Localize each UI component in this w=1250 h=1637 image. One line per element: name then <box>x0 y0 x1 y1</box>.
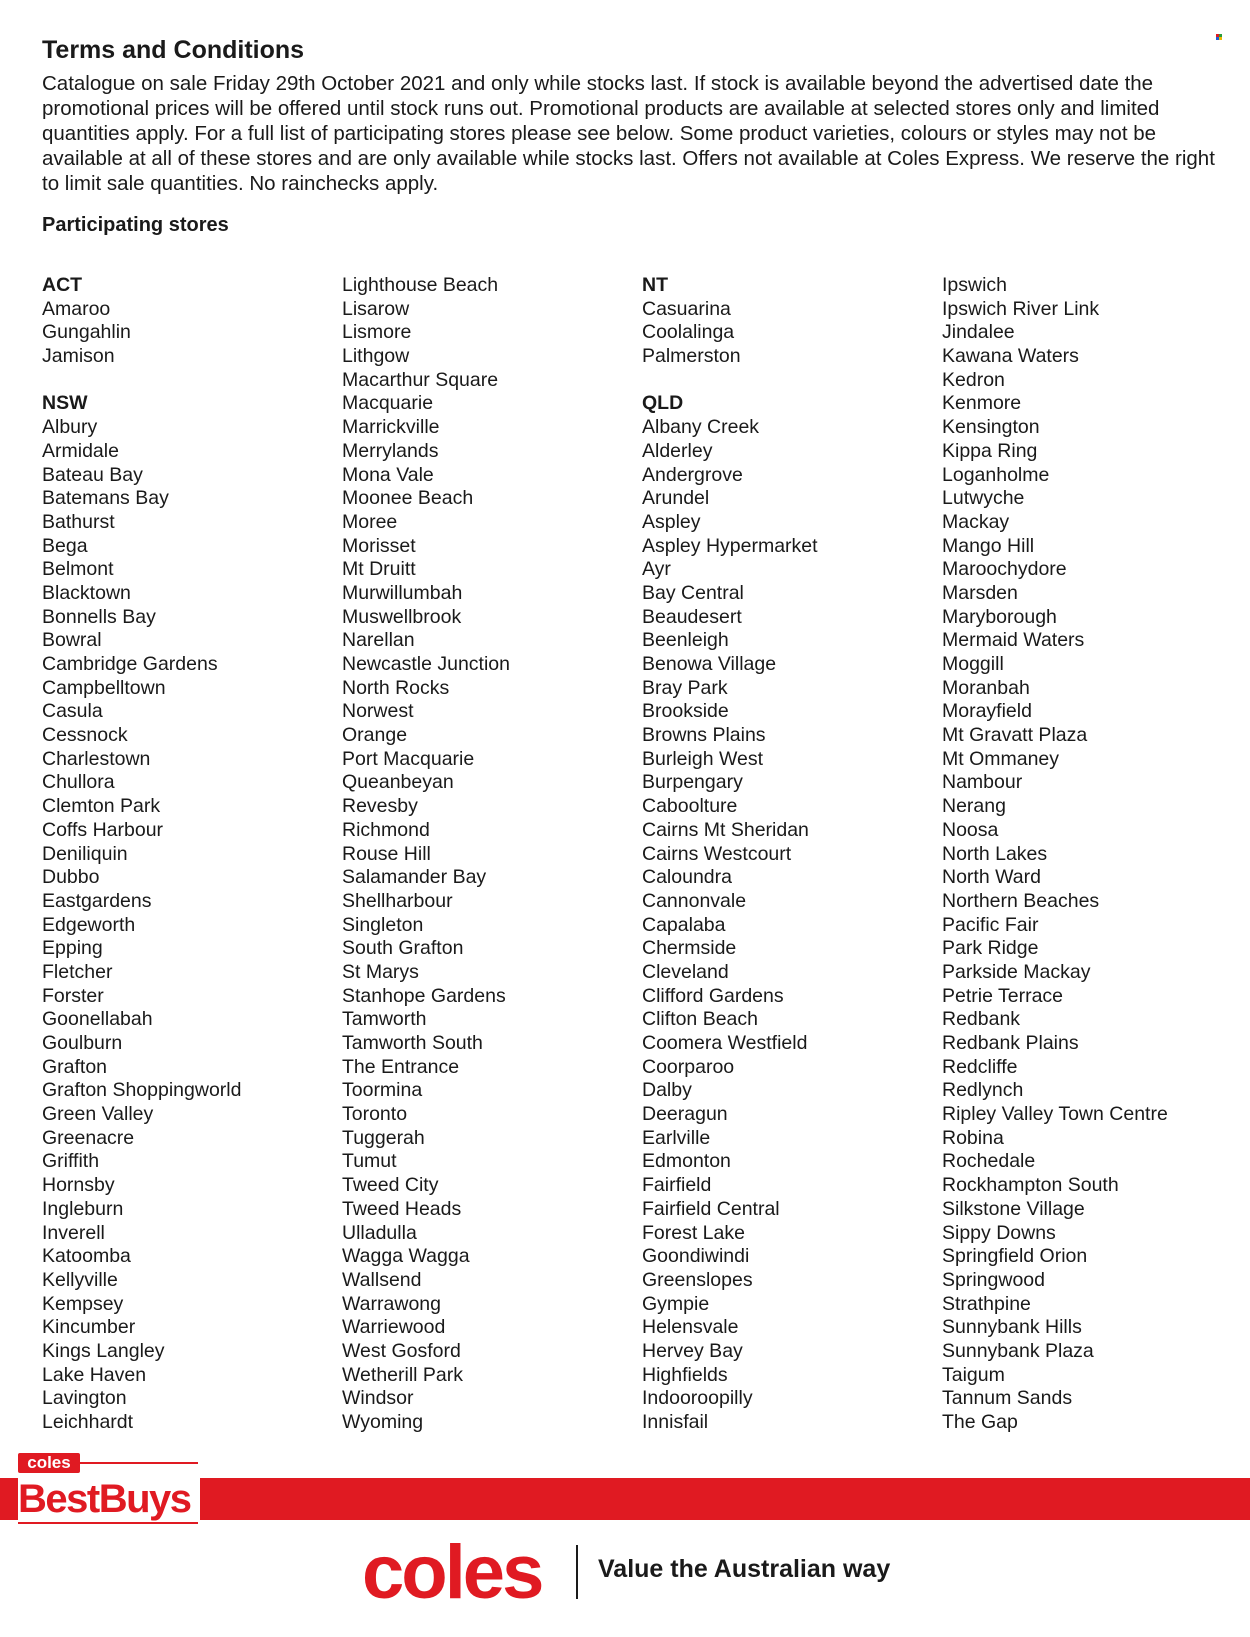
store-name: Kedron <box>942 368 1005 391</box>
state-group <box>642 392 942 1434</box>
state-label: NSW <box>42 392 88 415</box>
store-name: Toronto <box>342 1103 408 1126</box>
store-name: Indooroopilly <box>642 1387 753 1410</box>
store-name: Cleveland <box>642 960 729 983</box>
store-name: Springfield Orion <box>942 1245 1088 1268</box>
store-name: Kings Langley <box>42 1339 165 1362</box>
store-name: Moree <box>342 510 398 533</box>
bestbuys-underline <box>18 1522 198 1524</box>
store-name: Earlville <box>642 1126 711 1149</box>
store-name: Tannum Sands <box>942 1387 1073 1410</box>
store-name: Wetherill Park <box>342 1363 464 1386</box>
store-name: Edgeworth <box>42 913 136 936</box>
store-name: Mt Ommaney <box>942 747 1060 770</box>
store-name: Ingleburn <box>42 1197 124 1220</box>
store-name: Brookside <box>642 700 729 723</box>
store-name: Dalby <box>642 1079 692 1102</box>
store-name: Murwillumbah <box>342 581 463 604</box>
store-name: Burpengary <box>642 771 743 794</box>
store-name: Tweed City <box>342 1174 439 1197</box>
store-name: Silkstone Village <box>942 1197 1085 1220</box>
store-name: Jindalee <box>942 321 1015 344</box>
store-name: Tamworth South <box>342 1032 483 1054</box>
store-name: Macarthur Square <box>342 368 499 391</box>
state-label: QLD <box>642 392 684 415</box>
store-name: West Gosford <box>342 1339 461 1362</box>
store-name: Coffs Harbour <box>42 818 164 841</box>
store-name: Inverell <box>42 1221 105 1244</box>
store-columns <box>42 274 1242 1434</box>
store-name: Marsden <box>942 581 1018 604</box>
store-name: Lithgow <box>342 345 410 368</box>
colour-dots-icon <box>1216 34 1224 40</box>
store-name: Strathpine <box>942 1292 1031 1315</box>
store-name: Coolalinga <box>642 321 735 344</box>
store-name: Northern Beaches <box>942 889 1100 912</box>
store-name: Clifton Beach <box>642 1008 758 1031</box>
store-name: Clifford Gardens <box>642 984 784 1007</box>
store-name: Petrie Terrace <box>942 984 1064 1007</box>
store-name: Clemton Park <box>42 795 161 818</box>
store-name: Kincumber <box>42 1316 136 1339</box>
state-group <box>942 274 1242 1435</box>
store-name: Sunnybank Hills <box>942 1316 1082 1339</box>
store-name: Lutwyche <box>942 487 1025 510</box>
store-name: Belmont <box>42 558 114 581</box>
store-name: Tweed Heads <box>342 1197 462 1220</box>
store-name: Dubbo <box>42 866 100 889</box>
store-name: Salamander Bay <box>342 866 487 889</box>
store-name: Norwest <box>342 700 414 723</box>
store-name: Richmond <box>342 818 430 841</box>
store-name: Bray Park <box>642 676 728 699</box>
store-name: Eastgardens <box>42 889 152 912</box>
store-column-4 <box>942 274 1242 1435</box>
store-name: Fletcher <box>42 960 113 983</box>
store-name: Deeragun <box>642 1103 728 1126</box>
store-name: The Gap <box>942 1411 1018 1433</box>
store-name: St Marys <box>342 960 419 983</box>
store-name: Blacktown <box>42 581 131 604</box>
store-name: Cannonvale <box>642 889 747 912</box>
store-name: Albury <box>42 416 98 439</box>
store-name: Taigum <box>942 1363 1005 1386</box>
store-name: North Ward <box>942 866 1041 889</box>
store-name: Orange <box>342 724 408 747</box>
store-name: Chullora <box>42 771 115 794</box>
store-name: Gungahlin <box>42 321 131 344</box>
store-name: Maryborough <box>942 605 1057 628</box>
store-name: Wagga Wagga <box>342 1245 470 1268</box>
store-name: Narellan <box>342 629 415 652</box>
store-name: Andergrove <box>642 463 743 486</box>
store-name: Parkside Mackay <box>942 960 1091 983</box>
store-name: Morayfield <box>942 700 1032 723</box>
store-name: Helensvale <box>642 1316 739 1339</box>
bestbuys-wordmark: BestBuys <box>18 1477 191 1521</box>
store-name: Casuarina <box>642 297 731 320</box>
store-name: Maroochydore <box>942 558 1067 581</box>
store-name: Mona Vale <box>342 463 434 486</box>
store-name: Loganholme <box>942 463 1050 486</box>
store-name: Bega <box>42 534 88 557</box>
store-name: Tumut <box>342 1150 397 1173</box>
store-name: Muswellbrook <box>342 605 462 628</box>
participating-stores-heading: Participating stores <box>42 214 229 236</box>
store-name: Benowa Village <box>642 653 777 675</box>
state-group <box>42 392 342 1434</box>
store-name: Port Macquarie <box>342 747 475 770</box>
store-name: Grafton <box>42 1055 108 1078</box>
store-name: Cessnock <box>42 724 128 747</box>
store-name: Newcastle Junction <box>342 653 510 675</box>
store-name: Shellharbour <box>342 889 453 912</box>
bestbuys-logo <box>18 1453 200 1526</box>
store-name: Edmonton <box>642 1150 731 1173</box>
store-name: Lavington <box>42 1387 127 1410</box>
store-name: Merrylands <box>342 439 439 462</box>
store-name: Ayr <box>642 558 671 581</box>
store-name: Griffith <box>42 1150 100 1173</box>
store-name: Goondiwindi <box>642 1245 750 1268</box>
store-name: Ripley Valley Town Centre <box>942 1103 1168 1126</box>
store-name: Warrawong <box>342 1292 441 1315</box>
store-name: Burleigh West <box>642 747 764 770</box>
state-label: ACT <box>42 274 83 296</box>
store-name: Mt Druitt <box>342 558 416 581</box>
store-name: Moggill <box>942 653 1004 675</box>
store-name: Rockhampton South <box>942 1174 1119 1197</box>
store-name: Sippy Downs <box>942 1221 1056 1244</box>
store-name: Redbank Plains <box>942 1032 1079 1054</box>
store-name: Lighthouse Beach <box>342 274 499 296</box>
store-name: Aspley Hypermarket <box>642 534 818 557</box>
store-name: Coomera Westfield <box>642 1032 808 1054</box>
store-name: Kippa Ring <box>942 439 1038 462</box>
bestbuys-coles-tab: coles <box>18 1453 80 1473</box>
store-name: North Rocks <box>342 676 450 699</box>
store-name: Casula <box>42 700 103 723</box>
store-name: Bay Central <box>642 581 744 604</box>
store-name: Highfields <box>642 1363 728 1386</box>
store-name: Redlynch <box>942 1079 1024 1102</box>
state-group <box>642 274 942 369</box>
store-name: Rochedale <box>942 1150 1036 1173</box>
store-name: Jamison <box>42 345 115 368</box>
store-name: Goonellabah <box>42 1008 153 1031</box>
store-name: Sunnybank Plaza <box>942 1339 1094 1362</box>
store-name: Singleton <box>342 913 424 936</box>
page-title: Terms and Conditions <box>42 36 305 64</box>
store-name: The Entrance <box>342 1055 460 1078</box>
store-name: Wallsend <box>342 1268 422 1291</box>
store-name: Bateau Bay <box>42 463 143 486</box>
store-name: Windsor <box>342 1387 414 1410</box>
store-name: Deniliquin <box>42 842 128 865</box>
store-name: Cairns Westcourt <box>642 842 792 865</box>
store-name: Gympie <box>642 1292 710 1315</box>
state-group <box>42 274 342 369</box>
store-name: Aspley <box>642 510 701 533</box>
store-column-1 <box>42 274 342 1435</box>
store-name: Fairfield Central <box>642 1197 780 1220</box>
state-group <box>342 274 642 1435</box>
store-name: Lisarow <box>342 297 410 320</box>
state-label: NT <box>642 274 668 296</box>
store-name: Warriewood <box>342 1316 446 1339</box>
store-name: Amaroo <box>42 297 111 320</box>
store-name: Campbelltown <box>42 676 166 699</box>
store-name: Browns Plains <box>642 724 766 747</box>
store-name: Greenslopes <box>642 1268 753 1291</box>
store-name: Ipswich <box>942 274 1008 296</box>
store-name: Bathurst <box>42 510 115 533</box>
store-name: Springwood <box>942 1268 1045 1291</box>
store-name: Tuggerah <box>342 1126 425 1149</box>
store-name: Cairns Mt Sheridan <box>642 818 809 841</box>
store-name: Caloundra <box>642 866 732 889</box>
store-name: Ulladulla <box>342 1221 417 1244</box>
store-name: Marrickville <box>342 416 440 439</box>
store-name: Beaudesert <box>642 605 742 628</box>
store-name: Kawana Waters <box>942 345 1079 368</box>
store-name: Lake Haven <box>42 1363 147 1386</box>
store-name: North Lakes <box>942 842 1048 865</box>
store-name: Pacific Fair <box>942 913 1039 936</box>
store-name: Grafton Shoppingworld <box>42 1079 242 1102</box>
store-name: Redcliffe <box>942 1055 1018 1078</box>
store-name: Epping <box>42 937 103 960</box>
store-name: Queanbeyan <box>342 771 454 794</box>
store-name: Cambridge Gardens <box>42 653 218 675</box>
store-name: Wyoming <box>342 1411 424 1433</box>
store-name: Charlestown <box>42 747 151 770</box>
store-name: Hervey Bay <box>642 1339 743 1362</box>
store-name: Palmerston <box>642 345 741 368</box>
store-name: Moranbah <box>942 676 1030 699</box>
store-column-3 <box>642 274 942 1435</box>
store-name: Goulburn <box>42 1032 123 1054</box>
bestbuys-rule <box>80 1462 198 1464</box>
store-name: Alderley <box>642 439 713 462</box>
store-name: Macquarie <box>342 392 434 415</box>
store-name: Armidale <box>42 439 119 462</box>
store-name: Arundel <box>642 487 710 510</box>
store-name: Batemans Bay <box>42 487 169 510</box>
store-name: Park Ridge <box>942 937 1039 960</box>
store-name: Fairfield <box>642 1174 712 1197</box>
store-name: Nambour <box>942 771 1023 794</box>
store-name: Albany Creek <box>642 416 760 439</box>
store-name: Bonnells Bay <box>42 605 156 628</box>
store-name: Kellyville <box>42 1268 118 1291</box>
store-name: Tamworth <box>342 1008 427 1031</box>
logo-divider <box>576 1545 578 1599</box>
store-name: Mackay <box>942 510 1010 533</box>
store-name: Moonee Beach <box>342 487 474 510</box>
store-name: Kempsey <box>42 1292 124 1315</box>
store-name: Chermside <box>642 937 737 960</box>
store-name: Kensington <box>942 416 1040 439</box>
store-name: Mt Gravatt Plaza <box>942 724 1088 747</box>
store-name: Hornsby <box>42 1174 115 1197</box>
store-name: Mango Hill <box>942 534 1035 557</box>
store-name: Coorparoo <box>642 1055 735 1078</box>
coles-logo: coles <box>362 1530 542 1615</box>
store-column-2 <box>342 274 642 1435</box>
store-name: Morisset <box>342 534 416 557</box>
store-name: South Grafton <box>342 937 464 960</box>
store-name: Redbank <box>942 1008 1021 1031</box>
store-name: Rouse Hill <box>342 842 431 865</box>
tagline: Value the Australian way <box>598 1555 891 1583</box>
store-name: Robina <box>942 1126 1004 1149</box>
store-name: Lismore <box>342 321 412 344</box>
store-name: Green Valley <box>42 1103 154 1126</box>
terms-paragraph: Catalogue on sale Friday 29th October 2021 and only while stocks last. If stock is available beyond the advertised date the promotional prices will be offered until stock runs out. Promotional products are available at selected stores only and limited quantities apply. For a full list of participating stores please see below. Some product varieties, colours or styles may not be available at all of these stores and are only available while stocks last. Offers not available at Coles Express. We reserve the right to limit sale quantities. No rainchecks apply. <box>42 72 1215 195</box>
store-name: Stanhope Gardens <box>342 984 506 1007</box>
store-name: Nerang <box>942 795 1006 818</box>
store-name: Caboolture <box>642 795 738 818</box>
store-name: Beenleigh <box>642 629 729 652</box>
store-name: Toormina <box>342 1079 423 1102</box>
store-name: Innisfail <box>642 1411 709 1433</box>
store-name: Noosa <box>942 818 999 841</box>
store-name: Forster <box>42 984 104 1007</box>
store-name: Kenmore <box>942 392 1022 415</box>
store-name: Leichhardt <box>42 1411 134 1433</box>
store-name: Greenacre <box>42 1126 135 1149</box>
store-name: Bowral <box>42 629 102 652</box>
store-name: Mermaid Waters <box>942 629 1085 652</box>
store-name: Forest Lake <box>642 1221 745 1244</box>
store-name: Capalaba <box>642 913 726 936</box>
store-name: Ipswich River Link <box>942 297 1100 320</box>
store-name: Revesby <box>342 795 418 818</box>
store-name: Katoomba <box>42 1245 131 1268</box>
